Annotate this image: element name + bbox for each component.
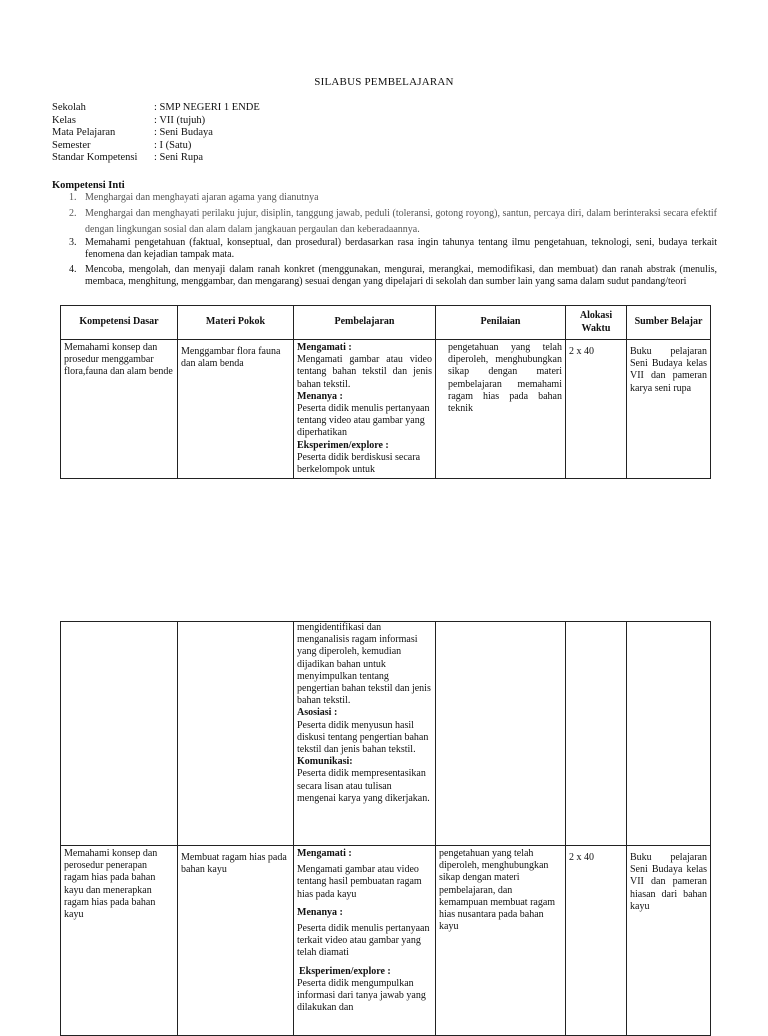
- cell-alokasi-waktu: 2 x 40: [566, 846, 627, 1036]
- meta-row-mata-pelajaran: [52, 127, 260, 140]
- cell-sumber-belajar-empty: [627, 622, 711, 846]
- list-item-number: 4.: [69, 263, 77, 275]
- meta-value: : SMP NEGERI 1 ENDE: [154, 102, 260, 113]
- list-item: [69, 264, 717, 288]
- text-eksperimen: Peserta didik berdiskusi secara berkelompok untuk: [297, 451, 421, 476]
- cell-penilaian: pengetahuan yang telah diperoleh, menghubungkan sikap dengan materi pembelajaran, dan kemampuan membuat ragam hias nusantara pada bahan kayu: [436, 846, 566, 1036]
- list-item-text: Memahami pengetahuan (faktual, konseptual, dan prosedural) berdasarkan rasa ingin tahunya tentang ilmu pengetahuan, teknologi, seni, budaya terkait fenomena dan kejadian tampak mata.: [85, 237, 717, 261]
- table-row: [61, 622, 711, 846]
- label-komunikasi: Komunikasi:: [297, 756, 353, 768]
- label-eksperimen: Eksperimen/explore :: [297, 439, 389, 451]
- table-header-row: [61, 306, 711, 340]
- text-asosiasi: Peserta didik menyusun hasil diskusi tentang pengertian bahan tekstil dan jenis bahan tekstil.: [297, 719, 429, 756]
- list-item: [69, 192, 717, 204]
- cell-materi-pokok: Membuat ragam hias pada bahan kayu: [178, 846, 294, 1036]
- text-menanya: Peserta didik menulis pertanyaan tentang video atau gambar yang diperhatikan: [297, 403, 430, 439]
- cell-kompetensi-dasar: Memahami konsep dan perosedur penerapan ragam hias pada bahan kayu dan menerapkan ragam hias pada bahan kayu: [61, 846, 178, 1036]
- label-menanya: Menanya :: [297, 390, 343, 402]
- meta-value: : Seni Rupa: [154, 152, 203, 164]
- meta-key: Mata Pelajaran: [52, 127, 116, 139]
- meta-row-standar-kompetensi: [52, 152, 260, 165]
- column-header-kompetensi-dasar: Kompetensi Dasar: [61, 306, 178, 340]
- kompetensi-inti-list: [69, 192, 717, 290]
- cell-materi-pokok: Menggambar flora fauna dan alam benda: [178, 340, 294, 479]
- list-item-number: 2.: [69, 208, 77, 220]
- column-header-materi-pokok: Materi Pokok: [178, 306, 294, 340]
- meta-value: : VII (tujuh): [154, 114, 206, 126]
- document-metadata: [52, 102, 260, 165]
- meta-key: Semester: [52, 139, 91, 151]
- meta-row-sekolah: [52, 102, 260, 115]
- list-item: [69, 237, 717, 261]
- meta-row-semester: [52, 140, 260, 153]
- meta-key: Standar Kompetensi: [52, 152, 138, 164]
- list-item-text: Menghargai dan menghayati ajaran agama yang dianutnya: [85, 192, 319, 203]
- kompetensi-inti-heading: Kompetensi Inti: [52, 180, 125, 191]
- list-item: [69, 206, 717, 237]
- cell-alokasi-waktu-empty: [566, 622, 627, 846]
- text-continued: mengidentifikasi dan menganalisis ragam informasi yang diperoleh, kemudian dijadikan bahan untuk menyimpulkan tentang pengertian bahan tekstil dan jenis bahan tekstil.: [297, 622, 431, 707]
- column-header-penilaian: Penilaian: [436, 306, 566, 340]
- column-header-alokasi-waktu: Alokasi Waktu: [566, 306, 627, 340]
- cell-penilaian: pengetahuan yang telah diperoleh, menghubungkan sikap dengan materi pembelajaran memahami ragam hias pada bahan teknik: [436, 340, 566, 479]
- meta-key: Sekolah: [52, 102, 86, 113]
- list-item-number: 3.: [69, 237, 77, 249]
- syllabus-table-continued: [60, 621, 711, 1036]
- meta-key: Kelas: [52, 114, 76, 126]
- list-item-number: 1.: [69, 192, 77, 203]
- table-row: [61, 846, 711, 1036]
- label-menanya: Menanya :: [297, 906, 343, 918]
- label-asosiasi: Asosiasi :: [297, 707, 338, 719]
- meta-row-kelas: [52, 115, 260, 128]
- list-item-text: Mencoba, mengolah, dan menyaji dalam ranah konkret (menggunakan, mengurai, merangkai, memodifikasi, dan membuat) dan ranah abstrak (menulis, membaca, menghitung, menggambar, dan mengarang) sesuai dengan yang dipelajari di sekolah dan sumber lain yang sama dalam sudut pandang/teori: [85, 263, 717, 287]
- cell-alokasi-waktu: 2 x 40: [566, 340, 627, 479]
- page-title: SILABUS PEMBELAJARAN: [314, 76, 454, 88]
- table-row: [61, 340, 711, 479]
- text-eksperimen: Peserta didik mengumpulkan informasi dari tanya jawab yang dilakukan dan: [297, 977, 426, 1014]
- label-eksperimen: Eksperimen/explore :: [299, 965, 391, 977]
- cell-pembelajaran: [294, 340, 436, 479]
- text-mengamati: Mengamati gambar atau video tentang bahan tekstil dan jenis bahan tekstil.: [297, 354, 432, 390]
- meta-value: : I (Satu): [154, 139, 192, 151]
- cell-materi-pokok-empty: [178, 622, 294, 846]
- cell-kompetensi-dasar-empty: [61, 622, 178, 846]
- cell-penilaian-empty: [436, 622, 566, 846]
- label-mengamati: Mengamati :: [297, 342, 352, 353]
- label-mengamati: Mengamati :: [297, 848, 352, 859]
- text-mengamati: Mengamati gambar atau video tentang hasil pembuatan ragam hias pada kayu: [297, 864, 422, 900]
- cell-pembelajaran: [294, 622, 436, 846]
- text-komunikasi: Peserta didik mempresentasikan secara lisan atau tulisan mengenai karya yang dikerjakan.: [297, 768, 430, 804]
- cell-sumber-belajar: Buku pelajaran Seni Budaya kelas VII dan pameran hiasan dari bahan kayu: [627, 846, 711, 1036]
- syllabus-table: [60, 305, 711, 479]
- cell-pembelajaran: [294, 846, 436, 1036]
- column-header-pembelajaran: Pembelajaran: [294, 306, 436, 340]
- column-header-sumber-belajar: Sumber Belajar: [627, 306, 711, 340]
- cell-sumber-belajar: Buku pelajaran Seni Budaya kelas VII dan pameran karya seni rupa: [627, 340, 711, 479]
- cell-kompetensi-dasar: Memahami konsep dan prosedur menggambar flora,fauna dan alam bende: [61, 340, 178, 479]
- text-menanya: Peserta didik menulis pertanyaan terkait video atau gambar yang telah diamati: [297, 923, 430, 959]
- meta-value: : Seni Budaya: [154, 127, 213, 139]
- list-item-text: Menghargai dan menghayati perilaku jujur, disiplin, tanggung jawab, peduli (toleransi, gotong royong), santun, percaya diri, dalam berinteraksi secara efektif dengan lingkungan sosial dan alam dalam jangkauan pergaulan dan keberadaannya.: [85, 208, 717, 235]
